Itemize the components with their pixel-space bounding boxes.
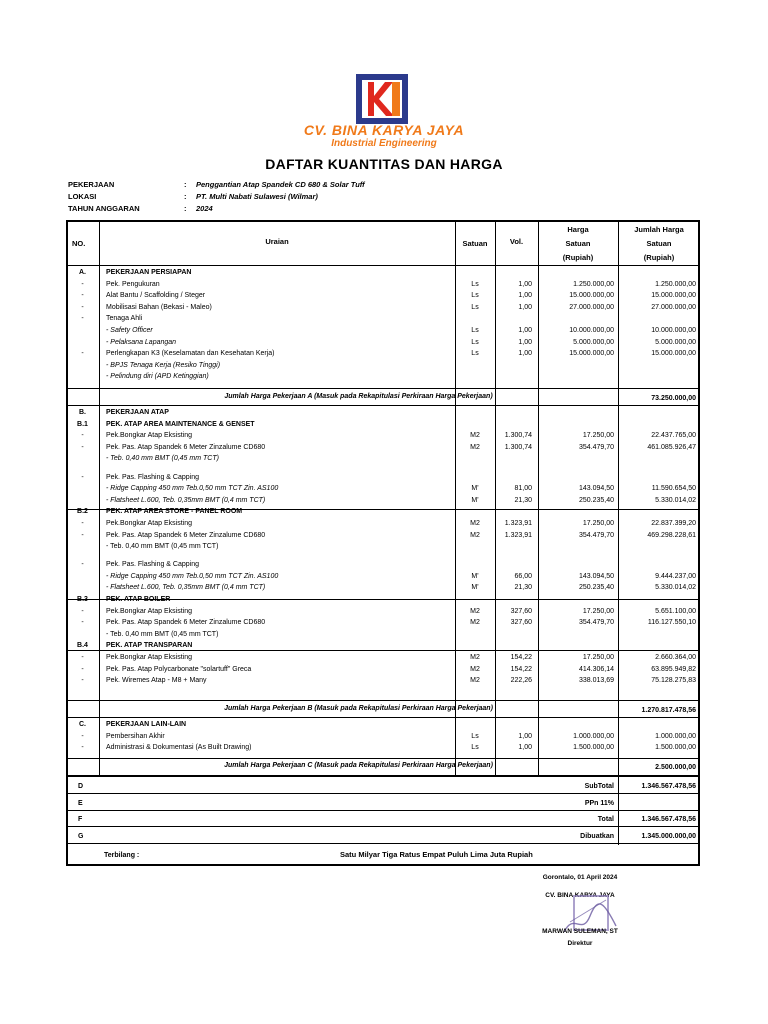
row-number: - (81, 292, 84, 300)
row-total-price: 75.128.275,83 (651, 677, 696, 685)
row-unit-price: 1.500.000,00 (573, 744, 614, 752)
subtotal-b-label: Jumlah Harga Pekerjaan B (Masuk pada Rekapitulasi Perkiraan Harga Pekerjaan) (224, 705, 493, 712)
row-number: - (81, 677, 84, 685)
row-number: B. (79, 409, 86, 416)
row-unit-price: 354.479,70 (578, 619, 614, 627)
row-description: PEK. ATAP TRANSPARAN (106, 642, 193, 650)
summary-letter: D (78, 783, 84, 790)
table-divider (66, 509, 700, 510)
row-volume: 81,00 (514, 485, 532, 493)
row-number: - (81, 665, 84, 673)
row-description: PEKERJAAN ATAP (106, 409, 169, 416)
info-separator: : (184, 204, 187, 213)
row-description: Alat Bantu / Scaffolding / Steger (106, 292, 206, 300)
row-unit: M2 (470, 677, 480, 685)
row-volume: 21,30 (514, 496, 532, 504)
row-unit: M2 (470, 665, 480, 673)
table-divider (66, 843, 700, 844)
row-unit-price: 17.250,00 (582, 432, 614, 440)
row-total-price: 2.660.364,00 (655, 654, 696, 661)
header-jumlah: (Rupiah) (643, 253, 675, 262)
page-title: DAFTAR KUANTITAS DAN HARGA (265, 156, 503, 172)
row-description: PEK. ATAP AREA MAINTENANCE & GENSET (106, 420, 255, 428)
row-description: - Pelindung diri (APD Ketinggian) (106, 373, 209, 381)
info-row (68, 191, 318, 203)
row-total-price: 1.500.000,00 (655, 744, 696, 752)
row-volume: 1.323,91 (504, 531, 532, 539)
table-divider (66, 793, 700, 794)
row-unit-price: 354.479,70 (578, 531, 614, 539)
row-volume: 1.300,74 (504, 432, 532, 440)
header-jumlah: Jumlah Harga (634, 225, 684, 234)
row-unit: M' (471, 572, 479, 580)
row-number: B.2 (77, 508, 88, 516)
summary-label: Dibuatkan (580, 832, 614, 840)
table-divider (66, 758, 700, 759)
row-number: - (81, 619, 84, 627)
row-total-price: 5.330.014,02 (655, 584, 696, 592)
row-description: PEK. ATAP BOILER (106, 596, 171, 603)
info-value: 2024 (196, 204, 213, 213)
table-divider (66, 700, 700, 701)
row-unit: M2 (470, 432, 480, 440)
row-number: - (81, 473, 84, 481)
header-jumlah: Satuan (646, 239, 672, 248)
row-description: - Pelaksana Lapangan (106, 338, 177, 346)
row-total-price: 1.000.000,00 (655, 732, 696, 740)
row-unit-price: 27.000.000,00 (569, 303, 614, 311)
row-unit: Ls (471, 327, 479, 334)
subtotal-a-label: Jumlah Harga Pekerjaan A (Masuk pada Rekapitulasi Perkiraan Harga Pekerjaan) (224, 393, 493, 400)
header-uraian: Uraian (265, 237, 289, 246)
row-volume: 1,00 (518, 280, 532, 288)
row-unit: M2 (470, 519, 480, 527)
row-number: B.4 (77, 642, 88, 650)
terbilang-value: Satu Milyar Tiga Ratus Empat Puluh Lima Juta Rupiah (340, 850, 533, 859)
row-volume: 327,60 (510, 619, 532, 627)
row-description: Pek. Pas. Atap Spandek 6 Meter Zinzalume CD680 (106, 619, 266, 627)
row-number: C. (79, 721, 86, 728)
row-total-price: 22.437.765,00 (651, 432, 696, 440)
table-divider (66, 810, 700, 811)
row-description: - BPJS Tenaga Kerja (Resiko Tinggi) (106, 361, 221, 369)
row-total-price: 22.837.399,20 (651, 519, 696, 527)
row-number: - (81, 732, 84, 740)
row-number: - (81, 315, 84, 323)
row-unit: Ls (471, 292, 479, 300)
row-volume: 1.323,91 (504, 519, 532, 527)
row-unit: M' (471, 584, 479, 592)
header-vol: Vol. (509, 237, 524, 246)
row-volume: 1,00 (518, 338, 532, 346)
row-description: - Teb. 0,40 mm BMT (0,45 mm TCT) (106, 543, 219, 551)
row-number: - (81, 561, 84, 569)
summary-letter: G (78, 832, 84, 840)
row-unit: Ls (471, 280, 479, 288)
table-divider (66, 388, 700, 389)
row-number: - (81, 280, 84, 288)
row-description: - Ridge Capping 450 mm Teb.0,50 mm TCT Zin. AS100 (106, 485, 279, 493)
row-unit: M2 (470, 531, 480, 539)
row-volume: 66,00 (514, 572, 532, 580)
info-value: Penggantian Atap Spandek CD 680 & Solar Tuff (196, 180, 365, 189)
header-harga: Satuan (565, 239, 591, 248)
row-description: Pek. Pas. Atap Spandek 6 Meter Zinzalume CD680 (106, 531, 266, 539)
subtotal-a-value: 73.250.000,00 (651, 395, 696, 402)
row-volume: 1,00 (518, 350, 532, 358)
table-divider (66, 826, 700, 827)
table-divider (66, 599, 700, 600)
row-total-price: 461.085.926,47 (647, 443, 696, 451)
row-unit-price: 354.479,70 (578, 443, 614, 451)
summary-label: SubTotal (584, 783, 614, 790)
row-description: Pek. Pengukuran (106, 280, 160, 288)
row-total-price: 1.250.000,00 (655, 280, 696, 288)
row-description: - Ridge Capping 450 mm Teb.0,50 mm TCT Zin. AS100 (106, 572, 279, 580)
row-description: Pek.Bongkar Atap Eksisting (106, 654, 192, 661)
signature-place-date: Gorontalo, 01 April 2024 (542, 874, 618, 881)
row-total-price: 10.000.000,00 (651, 327, 696, 334)
row-description: Pembersihan Akhir (106, 732, 165, 740)
row-volume: 1,00 (518, 327, 532, 334)
row-unit-price: 143.094,50 (578, 572, 614, 580)
row-volume: 1.300,74 (504, 443, 532, 451)
row-total-price: 63.895.949,82 (651, 665, 696, 673)
signature-name: MARWAN SULEMAN, ST (542, 928, 618, 935)
table-divider (66, 717, 700, 718)
row-description: Pek.Bongkar Atap Eksisting (106, 432, 192, 440)
summary-label: Total (597, 816, 614, 823)
row-volume: 222,26 (510, 677, 532, 685)
row-description: Mobilisasi Bahan (Bekasi - Maleo) (106, 303, 212, 311)
signature-position: Direktur (567, 940, 593, 947)
info-separator: : (184, 180, 187, 189)
row-unit: Ls (471, 744, 479, 752)
row-number: B.3 (77, 596, 88, 603)
row-total-price: 469.298.228,61 (647, 531, 696, 539)
row-number: B.1 (77, 420, 88, 428)
row-unit: M2 (470, 619, 480, 627)
table-divider (66, 265, 700, 266)
subtotal-c-value: 2.500.000,00 (655, 764, 696, 771)
row-description: PEKERJAAN LAIN-LAIN (106, 721, 187, 728)
row-unit: Ls (471, 338, 479, 346)
row-unit-price: 10.000.000,00 (569, 327, 614, 334)
header-satuan: Satuan (462, 239, 488, 248)
row-number: A. (79, 269, 86, 276)
row-total-price: 5.330.014,02 (655, 496, 696, 504)
row-description: Perlengkapan K3 (Keselamatan dan Kesehatan Kerja) (106, 350, 275, 358)
row-number: - (81, 607, 84, 615)
row-unit-price: 17.250,00 (582, 607, 614, 615)
row-number: - (81, 443, 84, 451)
info-label: PEKERJAAN (68, 180, 115, 189)
row-total-price: 15.000.000,00 (651, 350, 696, 358)
row-number: - (81, 654, 84, 661)
table-divider (66, 775, 700, 777)
row-description: - Teb. 0,40 mm BMT (0,45 mm TCT) (106, 455, 219, 463)
row-total-price: 27.000.000,00 (651, 303, 696, 311)
row-unit-price: 250.235,40 (578, 584, 614, 592)
row-volume: 1,00 (518, 303, 532, 311)
row-unit-price: 1.250.000,00 (573, 280, 614, 288)
row-unit-price: 15.000.000,00 (569, 292, 614, 300)
row-volume: 1,00 (518, 292, 532, 300)
row-total-price: 9.444.237,00 (655, 572, 696, 580)
row-unit-price: 338.013,69 (578, 677, 614, 685)
info-label: TAHUN ANGGARAN (68, 204, 140, 213)
row-description: PEKERJAAN PERSIAPAN (106, 269, 192, 276)
company-subtitle: Industrial Engineering (331, 138, 437, 149)
header-no: NO. (72, 239, 86, 248)
table-divider (66, 405, 700, 406)
row-total-price: 15.000.000,00 (651, 292, 696, 300)
company-name: CV. BINA KARYA JAYA (303, 122, 465, 138)
summary-letter: E (78, 799, 83, 807)
row-description: - Teb. 0,40 mm BMT (0,45 mm TCT) (106, 630, 219, 638)
row-description: - Safety Officer (106, 327, 153, 334)
summary-value: 1.346.567.478,56 (641, 816, 696, 823)
row-volume: 327,60 (510, 607, 532, 615)
row-unit-price: 15.000.000,00 (569, 350, 614, 358)
header-harga: Harga (567, 225, 589, 234)
row-unit-price: 250.235,40 (578, 496, 614, 504)
signature-company: CV. BINA KARYA JAYA (545, 892, 615, 899)
row-description: Administrasi & Dokumentasi (As Built Drawing) (106, 744, 252, 752)
row-description: Pek. Pas. Atap Spandek 6 Meter Zinzalume CD680 (106, 443, 266, 451)
row-unit-price: 5.000.000,00 (573, 338, 614, 346)
row-volume: 1,00 (518, 744, 532, 752)
row-unit-price: 143.094,50 (578, 485, 614, 493)
row-description: Tenaga Ahli (106, 315, 143, 323)
row-unit: M2 (470, 607, 480, 615)
row-volume: 154,22 (510, 665, 532, 673)
row-volume: 1,00 (518, 732, 532, 740)
row-total-price: 116.127.550,10 (647, 619, 696, 627)
terbilang-label: Terbilang : (104, 852, 140, 859)
row-description: PEK. ATAP AREA STORE - PANEL ROOM (106, 508, 243, 516)
row-number: - (81, 432, 84, 440)
summary-letter: F (78, 816, 83, 823)
row-unit-price: 1.000.000,00 (573, 732, 614, 740)
info-row (68, 179, 365, 191)
row-unit: M' (471, 485, 479, 493)
row-description: Pek. Pas. Flashing & Capping (106, 561, 199, 569)
row-description: - Flatsheet L.600, Teb. 0,35mm BMT (0,4 mm TCT) (106, 584, 266, 592)
row-volume: 21,30 (514, 584, 532, 592)
info-value: PT. Multi Nabati Sulawesi (Wilmar) (196, 192, 318, 201)
row-number: - (81, 744, 84, 752)
row-unit-price: 17.250,00 (582, 654, 614, 661)
row-number: - (81, 519, 84, 527)
row-unit-price: 414.306,14 (578, 665, 614, 673)
table-divider (99, 220, 100, 775)
row-unit: M2 (470, 443, 480, 451)
row-unit: Ls (471, 303, 479, 311)
row-number: - (81, 303, 84, 311)
row-description: Pek.Bongkar Atap Eksisting (106, 607, 192, 615)
summary-value: 1.346.567.478,56 (641, 783, 696, 790)
company-logo (300, 70, 468, 154)
summary-value: 1.345.000.000,00 (641, 832, 696, 840)
company-logo-mark-icon (356, 74, 408, 124)
row-description: Pek. Pas. Atap Polycarbonate "solartuff" Greca (106, 665, 252, 673)
info-separator: : (184, 192, 187, 201)
row-number: - (81, 350, 84, 358)
row-total-price: 5.651.100,00 (655, 607, 696, 615)
table-divider (66, 650, 700, 651)
row-total-price: 5.000.000,00 (655, 338, 696, 346)
row-description: Pek.Bongkar Atap Eksisting (106, 519, 192, 527)
row-number: - (81, 531, 84, 539)
header-harga: (Rupiah) (562, 253, 594, 262)
subtotal-c-label: Jumlah Harga Pekerjaan C (Masuk pada Rekapitulasi Perkiraan Harga Pekerjaan) (224, 762, 493, 769)
row-description: - Flatsheet L.600, Teb. 0,35mm BMT (0,4 mm TCT) (106, 496, 266, 504)
row-unit: Ls (471, 732, 479, 740)
info-row (68, 203, 213, 215)
info-label: LOKASI (68, 192, 97, 201)
row-total-price: 11.590.654,50 (651, 485, 696, 493)
row-volume: 154,22 (510, 654, 532, 661)
summary-label: PPn 11% (584, 799, 614, 807)
subtotal-b-value: 1.270.817.478,56 (641, 707, 696, 714)
row-unit: M2 (470, 654, 480, 661)
row-unit: M' (471, 496, 479, 504)
row-description: Pek. Wiremes Atap - M8 + Many (106, 677, 207, 685)
row-description: Pek. Pas. Flashing & Capping (106, 473, 199, 481)
row-unit-price: 17.250,00 (582, 519, 614, 527)
row-unit: Ls (471, 350, 479, 358)
